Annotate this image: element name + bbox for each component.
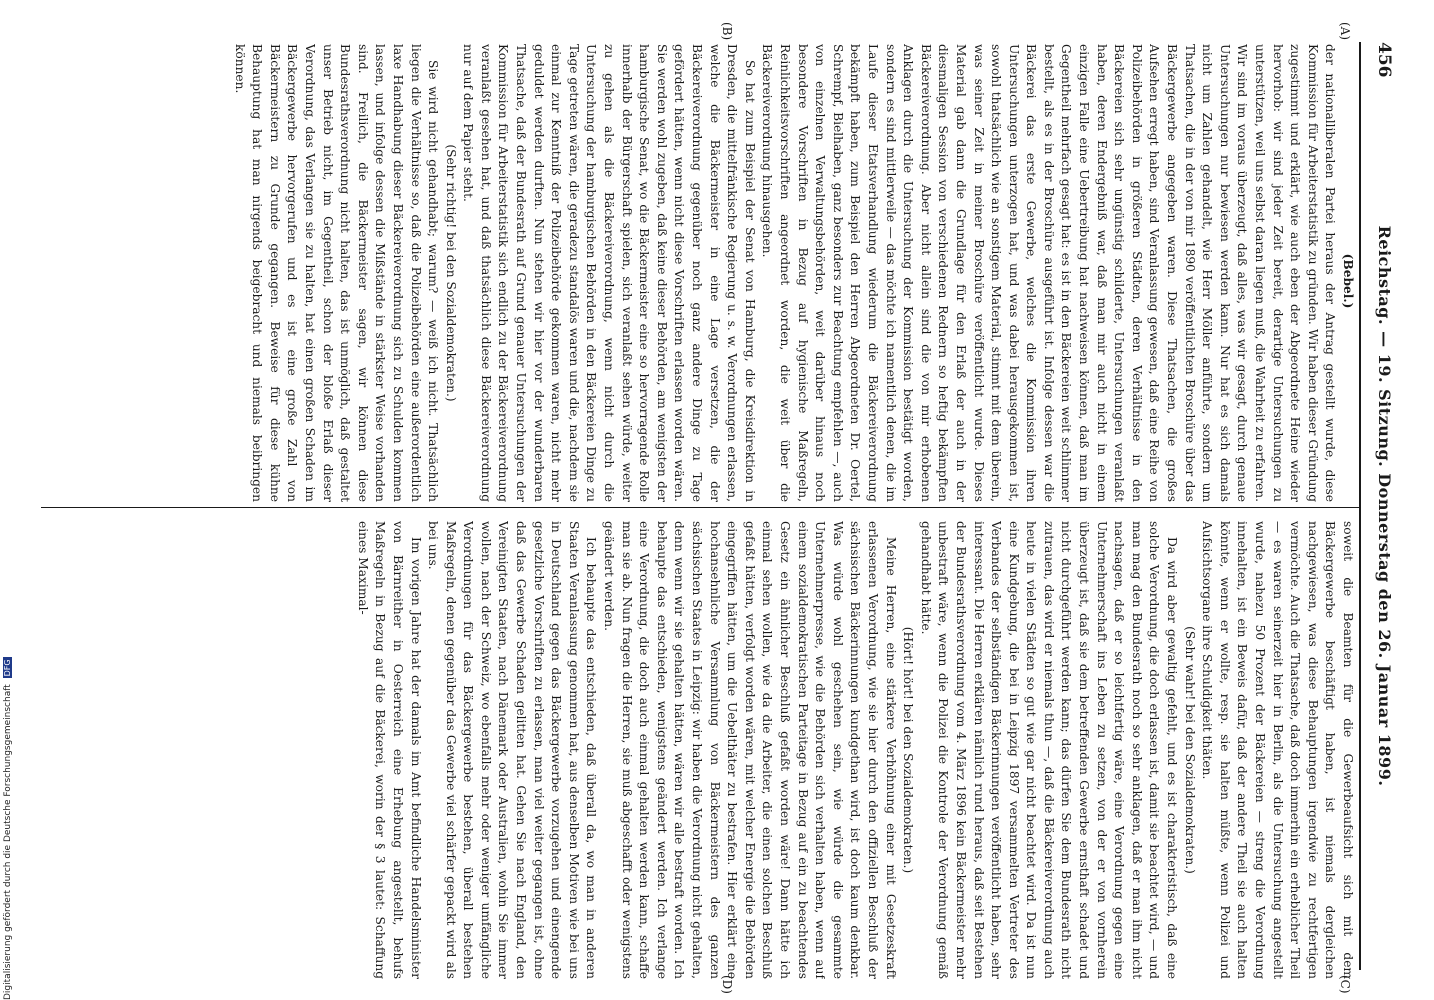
column-divider — [41, 507, 1361, 508]
paragraph: So hat zum Beispiel der Senat von Hamburg, die Kreisdirektion in Dresden, die mittelfränkische Regierung u. s. w. Verordnungen erlassen, welche die Bäckermeister in eine Lage versetzen, die der Bäckereiverordnung gegenüber noch ganz andere Dinge zu Tage gefördert hätten, wenn nicht diese Vorschriften erlassen worden wären. Sie werden wohl zugeben, daß keine dieser Behörden, am wenigsten der hamburgische Senat, wo die Bäckermeister eine so hervorragende Rolle innerhalb der Bürgerschaft spielen, sich veranlaßt sehen würde, weiter zu gehen als die Bäckereiverordnung, wenn nicht durch die Untersuchung der hamburgischen Behörden in den Bäckereien Dinge zu Tage getreten wären, die geradezu standalös waren und die, nachdem sie einmal zur Kenntniß der Polizeibehörde gekommen waren, nicht mehr geduldet werden durften. Nun stehen wir hier vor der wunderbaren Thatsache, daß der Bundesrath auf Grund genauer Untersuchungen der Kommission für Arbeiterstatistik sich endlich zu der Bäckereiverordnung veranlaßt gesehen hat, und daß thatsächlich diese Bäckereiverordnung nur auf dem Papier steht. — [461, 44, 757, 502]
paragraph: soweit die Beamten für die Gewerbeaufsicht sich mit dem Bäckergewerbe beschäftigt haben, ist niemals dergleichen nachgewiesen, was diese Behauptungen irgendwie zu rechtfertigen vermöchte. Auch die Thatsache, daß doch immerhin ein erheblicher Theil — es waren seinerzeit hier in Berlin, als die Untersuchung angestellt wurde, nahezu 50 Prozent der Bäckereien — streng die Verordnung innehalten, ist ein Beweis dafür, daß der andere Theil sie auch halten könnte, wenn er wollte, resp. sie halten müßte, wenn Polizei und Aufsichtsorgane ihre Schuldigkeit thäten. — [1200, 521, 1355, 979]
interjection: (Sehr wahr! bei den Sozialdemokraten.) — [1182, 626, 1197, 874]
paragraph: der nationalliberalen Partei heraus der Antrag gestellt wurde, diese Kommission für Arbeiterstatistik zu gründen. Wir haben dieser Gründung zugestimmt und erklärt, wie auch eben der Abgeordnete Heine wieder hervorhob: wir sind jeder Zeit bereit, derartige Untersuchungen zu unterstützen, weil uns selbst daran liegen muß, die Wahrheit zu erfahren. Wir sind im voraus überzeugt, daß alles, was wir gesagt, durch genaue Untersuchungen nur bewiesen werden kann. Nur hat es sich damals nicht um Zahlen gehandelt, wie Herr Möller anführte, sondern um Thatsachen, die in der von mir 1890 veröffentlichten Broschüre über das Bäckergewerbe angegeben waren. Diese Thatsachen, die großes Aufsehen erregt haben, sind Veranlassung gewesen, daß eine Reihe von Polizeibehörden in größeren Städten, deren Verhältnisse in den Bäckereien sich sehr ungünstig schilderte, Untersuchungen veranlaßt haben, deren Endergebniß war, daß man mir auch nicht in einem einzigen Falle eine Uebertreibung hat nachweisen können, daß man im Gegentheil mehrfach gesagt hat: es ist in den Bäckereien weit schlimmer bestellt, als es in der Broschüre ausgeführt ist. Infolge dessen war die Bäckerei das erste Gewerbe, welches die Kommission ihren Untersuchungen unterzogen hat, und was dabei herausgekommen ist, sowohl thatsächlich wie an sonstigem Material, stimmt mit dem überein, was seiner Zeit in meiner Broschüre veröffentlicht wurde. Dieses Material gab dann die Grundlage für den Erlaß der auch in der diesmaligen Session von verschiedenen Rednern so heftig bekämpften Bäckereiverordnung. Aber nicht allein sind die von mir erhobenen Anklagen durch die Untersuchung der Kommission bestätigt worden, sondern es sind mittlerweile — das möchte ich namentlich denen, die im Laufe dieser Etatsverhandlung wiederum die Bäckereiverordnung bekämpft haben, zum Beispiel den Herren Abgeordneten Dr. Oertel, Schrempf, Bielhaben, ganz besonders zur Beachtung empfehlen —, auch von einzelnen Verwaltungsbehörden, weit darüber hinaus noch besondere Vorschriften in Bezug auf hygienische Maßregeln, Reinlichkeitsvorschriften angeordnet worden, die weit über die Bäckereiverordnung hinausgehen. — [760, 44, 1338, 502]
page-number: 456 — [1374, 42, 1394, 78]
page-title: Reichstag. — 19. Sitzung. Donnerstag den 26. Januar 1899. — [1375, 225, 1394, 787]
paragraph: Meine Herren, eine stärkere Verhöhnung einer mit Gesetzeskraft erlassenen Verordnung, wie sie hier durch den offiziellen Beschluß der sächsischen Bäckerinnungen kundgethan wird, ist doch kaum denkbar. Was würde wohl geschehen sein, wie würde die gesammte Unternehmerpresse, wie die Behörden sich verhalten haben, wenn auf einem sozialdemokratischen Parteitage in Bezug auf ein zu beachtendes Gesetz ein ähnlicher Beschluß gefaßt worden wäre! Dann hätte ich einmal sehen wollen, wie da die Arbeiter, die einen solchen Beschluß gefaßt hätten, verfolgt worden wären, mit welcher Energie die Behörden eingegriffen hätten, um die Uebelthäter zu bestrafen. Hier erklärt eine hochansehnliche Versammlung von Bäckermeistern des ganzen sächsischen Staates in Leipzig: wir haben die Verordnung nicht gehalten, denn wenn wir sie gehalten hätten, wären wir alle bestraft worden. Ich behaupte das entschieden, wenigstens geändert werden. Ich verlange eine Verordnung, die doch auch einmal gehalten werden kann, schaffe man sie ab. Nun fragen die Herren, sie muß abgeschafft oder wenigstens geändert werden. — [602, 521, 898, 979]
paragraph: Da wird aber gewaltig gefehlt, und es ist charakteristisch, daß eine solche Verordnung, die doch erlassen ist, damit sie beachtet wird, — und man mag den Bundesrath noch so sehr anklagen, daß er man ihm nicht nachsagen, daß er so leichtfertig wäre, eine Verordnung gegen eine Unternehmerschaft ins Leben zu setzen, von der er von vornherein überzeugt ist, daß sie dem betreffenden Gewerbe ernsthaft schadet und nicht durchgeführt werden kann; das dürfen Sie dem Bundesrath nicht zutrauen, das wird er niemals thun —, daß die Bäckereiverordnung auch heute in vielen Städten so gut wie gar nicht beachtet wird. Da ist nun eine Kundgebung, die bei in Leipzig 1897 versammelten Vertreter des Verbandes der selbständigen Bäckerinnungen veröffentlicht haben, sehr interessant. Die Herren erklären nämlich rund heraus, daß seit Bestehen der Bundesrathsverordnung vom 4. März 1896 kein Bäckermeister mehr unbestraft wäre, wenn die Polizei die Kontrole der Verordnung gemäß gehandhabt hätte. — [918, 521, 1180, 979]
paragraph: Im vorigen Jahre hat der damals im Amt befindliche Handelsminister von Bärnreither in Oesterreich eine Erhebung angestellt, behufs Maßregeln in Bezug auf die Bäckerei, worin der § 3 lautet: Schaffung eines Maximal- — [355, 521, 423, 979]
speaker-label: (Bebel.) — [1341, 253, 1355, 309]
digitization-note-text: Digitalisierung gefördert durch die Deutsche Forschungsgemeinschaft — [3, 684, 13, 1000]
dfg-logo: DFG — [3, 659, 12, 677]
left-column — [46, 44, 1356, 502]
paragraph: Sie wird nicht gehandhabt; warum? — weiß ich nicht. Thatsächlich liegen die Verhältnisse so, daß die Polizeibehörden eine außerordentlich laxe Handhabung dieser Bäckereiverordnung sich zu Schulden kommen lassen, und infolge dessen die Mißstände in stärkster Weise vorhanden sind. Freilich, die Bäckermeister sagen, wir können diese Bundesrathsverordnung nicht halten, das ist unmöglich, daß gestaltet unser Betrieb nicht, im Gegentheil, schon der bloße Erlaß dieser Verordnung, das Verlangen sie zu halten, hat einen großen Schaden im Bäckergewerbe hervorgerufen und es ist eine große Zahl von Bäckermeistern zu Grunde gegangen. Beweise für diese kühne Behauptung hat man nirgends beigebracht und niemals beibringen können. — [232, 44, 441, 502]
paragraph: Ich behaupte das entschieden, daß überall da, wo man in anderen Staaten Veranlassung genommen hat, aus denselben Motiven wie bei uns in Deutschland gegen das Bäckergewerbe vorzugehen und einengende gesetzliche Vorschriften zu erlassen, man viel weiter gegangen ist, ohne daß das Gewerbe Schaden gelitten hat. Gehen Sie nach England, den Vereinigten Staaten, nach Dänemark oder Australien, wohin Sie immer wollen, nach der Schweiz, wo ebenfalls mehr oder weniger umfängliche Verordnungen für das Bäckergewerbe bestehen, überall bestehen Maßregeln, denen gegenüber das Gewerbe viel schärfer gepackt wird als bei uns. — [426, 521, 599, 979]
interjection: (Sehr richtig! bei den Sozialdemokraten.) — [443, 144, 458, 402]
margin-marker-a: (A) — [1338, 22, 1352, 41]
header-rule — [1359, 42, 1361, 970]
right-column — [46, 521, 1356, 979]
digitization-note — [3, 657, 13, 1000]
interjection: (Hört! hört! bei den Sozialdemokraten.) — [901, 626, 916, 874]
margin-marker-b: (B) — [720, 22, 734, 41]
margin-marker-d: (D) — [720, 975, 734, 994]
page-header — [1366, 42, 1394, 970]
margin-marker-c: (C) — [1338, 975, 1352, 994]
